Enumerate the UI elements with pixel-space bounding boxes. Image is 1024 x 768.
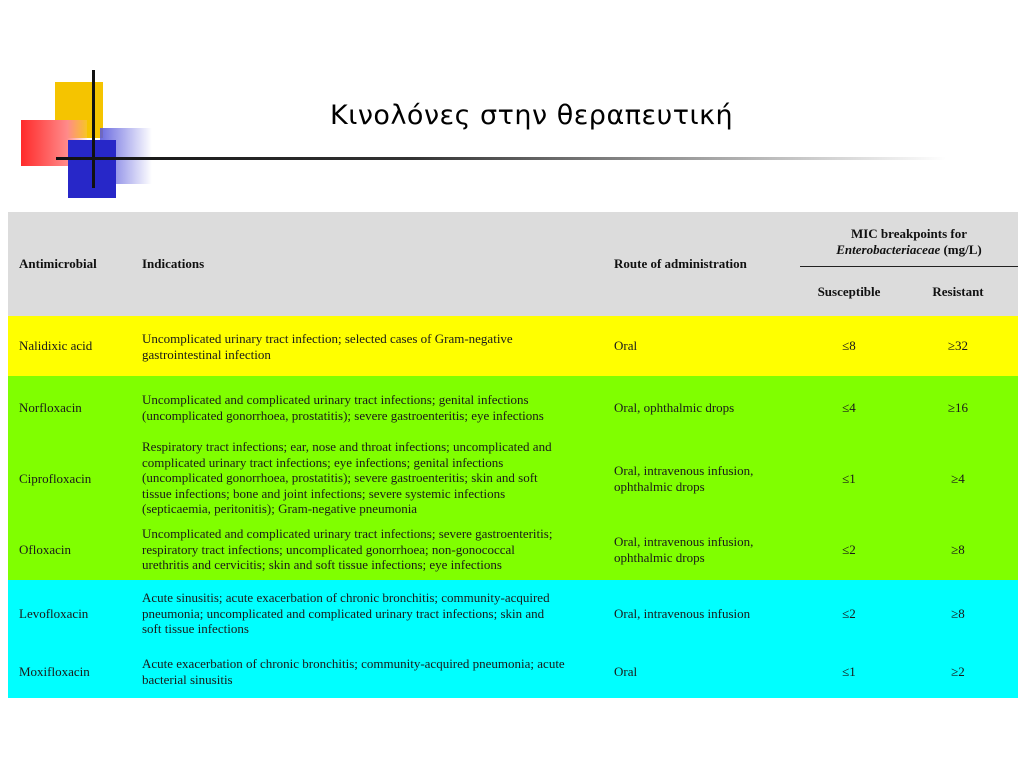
indication-line: pneumonia; uncomplicated and complicated urinary tract infections; skin and [142, 605, 545, 621]
row-susceptible: ≤2 [842, 606, 856, 621]
route-line: Oral, ophthalmic drops [614, 400, 735, 415]
row-susceptible: ≤4 [842, 400, 856, 415]
indication-line: urethritis and cervicitis; skin and soft tissue infections; eye infections [142, 557, 502, 572]
row-resistant: ≥8 [951, 606, 965, 621]
row-indications [142, 656, 602, 687]
row-name: Ofloxacin [19, 542, 71, 557]
quinolones-table [8, 212, 1018, 698]
row-susceptible: ≤1 [842, 471, 856, 486]
row-indications [142, 590, 602, 637]
route-line: Oral, intravenous infusion [614, 606, 751, 621]
row-susceptible: ≤8 [842, 338, 856, 353]
indication-line: soft tissue infections [142, 621, 249, 636]
title-underline [56, 157, 946, 160]
header-mic-rule [800, 266, 1018, 267]
row-indications [142, 526, 602, 573]
route-line: Oral, intravenous infusion, [614, 534, 754, 549]
table-header [8, 212, 1018, 316]
indication-line: Acute sinusitis; acute exacerbation of chronic bronchitis; community-acquired [142, 590, 550, 605]
route-line: ophthalmic drops [614, 478, 705, 494]
indication-line: Acute exacerbation of chronic bronchitis; community-acquired pneumonia; acute [142, 656, 565, 671]
indication-line: (uncomplicated gonorrhoea, prostatitis); severe gastroenteritis; eye infections [142, 407, 544, 423]
row-indications [142, 331, 602, 362]
header-antimicrobial: Antimicrobial [19, 256, 97, 271]
row-resistant: ≥32 [947, 338, 969, 353]
row-resistant: ≥2 [951, 664, 965, 679]
header-mic-line1: MIC breakpoints for [850, 226, 968, 241]
row-resistant: ≥8 [951, 542, 965, 557]
header-mic-organism: Enterobacteriaceae [836, 242, 941, 257]
row-name: Nalidixic acid [19, 338, 93, 353]
header-mic-breakpoints [800, 226, 1018, 258]
indication-line: bacterial sinusitis [142, 671, 233, 687]
header-indications: Indications [142, 256, 205, 271]
route-line: Oral, intravenous infusion, [614, 463, 754, 478]
indication-line: Respiratory tract infections; ear, nose and throat infections; uncomplicated and [142, 439, 552, 454]
logo-vertical-line [92, 70, 95, 188]
indication-line: Uncomplicated and complicated urinary tract infections; severe gastroenteritis; [142, 526, 553, 541]
row-route [614, 463, 794, 494]
indication-line: Uncomplicated and complicated urinary tract infections; genital infections [142, 392, 529, 407]
slide-logo-graphic [0, 0, 260, 210]
row-susceptible: ≤2 [842, 542, 856, 557]
indication-line: tissue infections; bone and joint infections; severe systemic infections [142, 485, 506, 501]
row-route [614, 606, 794, 622]
row-route [614, 338, 794, 354]
row-name: Levofloxacin [19, 606, 89, 621]
row-indications [142, 439, 602, 517]
header-resistant: Resistant [932, 284, 984, 299]
route-line: Oral [614, 664, 638, 679]
indication-line: (septicaemia, peritonitis); Gram-negative pneumonia [142, 501, 418, 516]
row-name: Moxifloxacin [19, 664, 90, 679]
indication-line: gastrointestinal infection [142, 346, 271, 362]
route-line: Oral [614, 338, 638, 353]
indication-line: (uncomplicated gonorrhoea, prostatitis); severe gastroenteritis; skin and soft [142, 470, 538, 485]
row-susceptible: ≤1 [842, 664, 856, 679]
row-resistant: ≥16 [947, 400, 969, 415]
header-mic-line2 [800, 242, 1018, 258]
header-susceptible: Susceptible [817, 284, 881, 299]
route-line: ophthalmic drops [614, 549, 705, 565]
row-name: Ciprofloxacin [19, 471, 92, 486]
indication-line: Uncomplicated urinary tract infection; selected cases of Gram-negative [142, 331, 513, 346]
header-mic-unit: (mg/L) [940, 242, 982, 257]
row-name: Norfloxacin [19, 400, 82, 415]
slide-title: Κινολόνες στην θεραπευτική [330, 100, 734, 131]
row-route [614, 534, 794, 565]
table-row-nalidixic-acid [8, 316, 1018, 376]
cyan-band [8, 580, 1018, 698]
header-route: Route of administration [614, 256, 747, 271]
row-resistant: ≥4 [951, 471, 965, 486]
row-route [614, 400, 794, 416]
row-indications [142, 392, 602, 423]
green-band [8, 376, 1018, 580]
indication-line: respiratory tract infections; uncomplicated gonorrhoea; non-gonococcal [142, 541, 515, 557]
row-route [614, 664, 794, 680]
indication-line: complicated urinary tract infections; eye infections; genital infections [142, 454, 504, 470]
